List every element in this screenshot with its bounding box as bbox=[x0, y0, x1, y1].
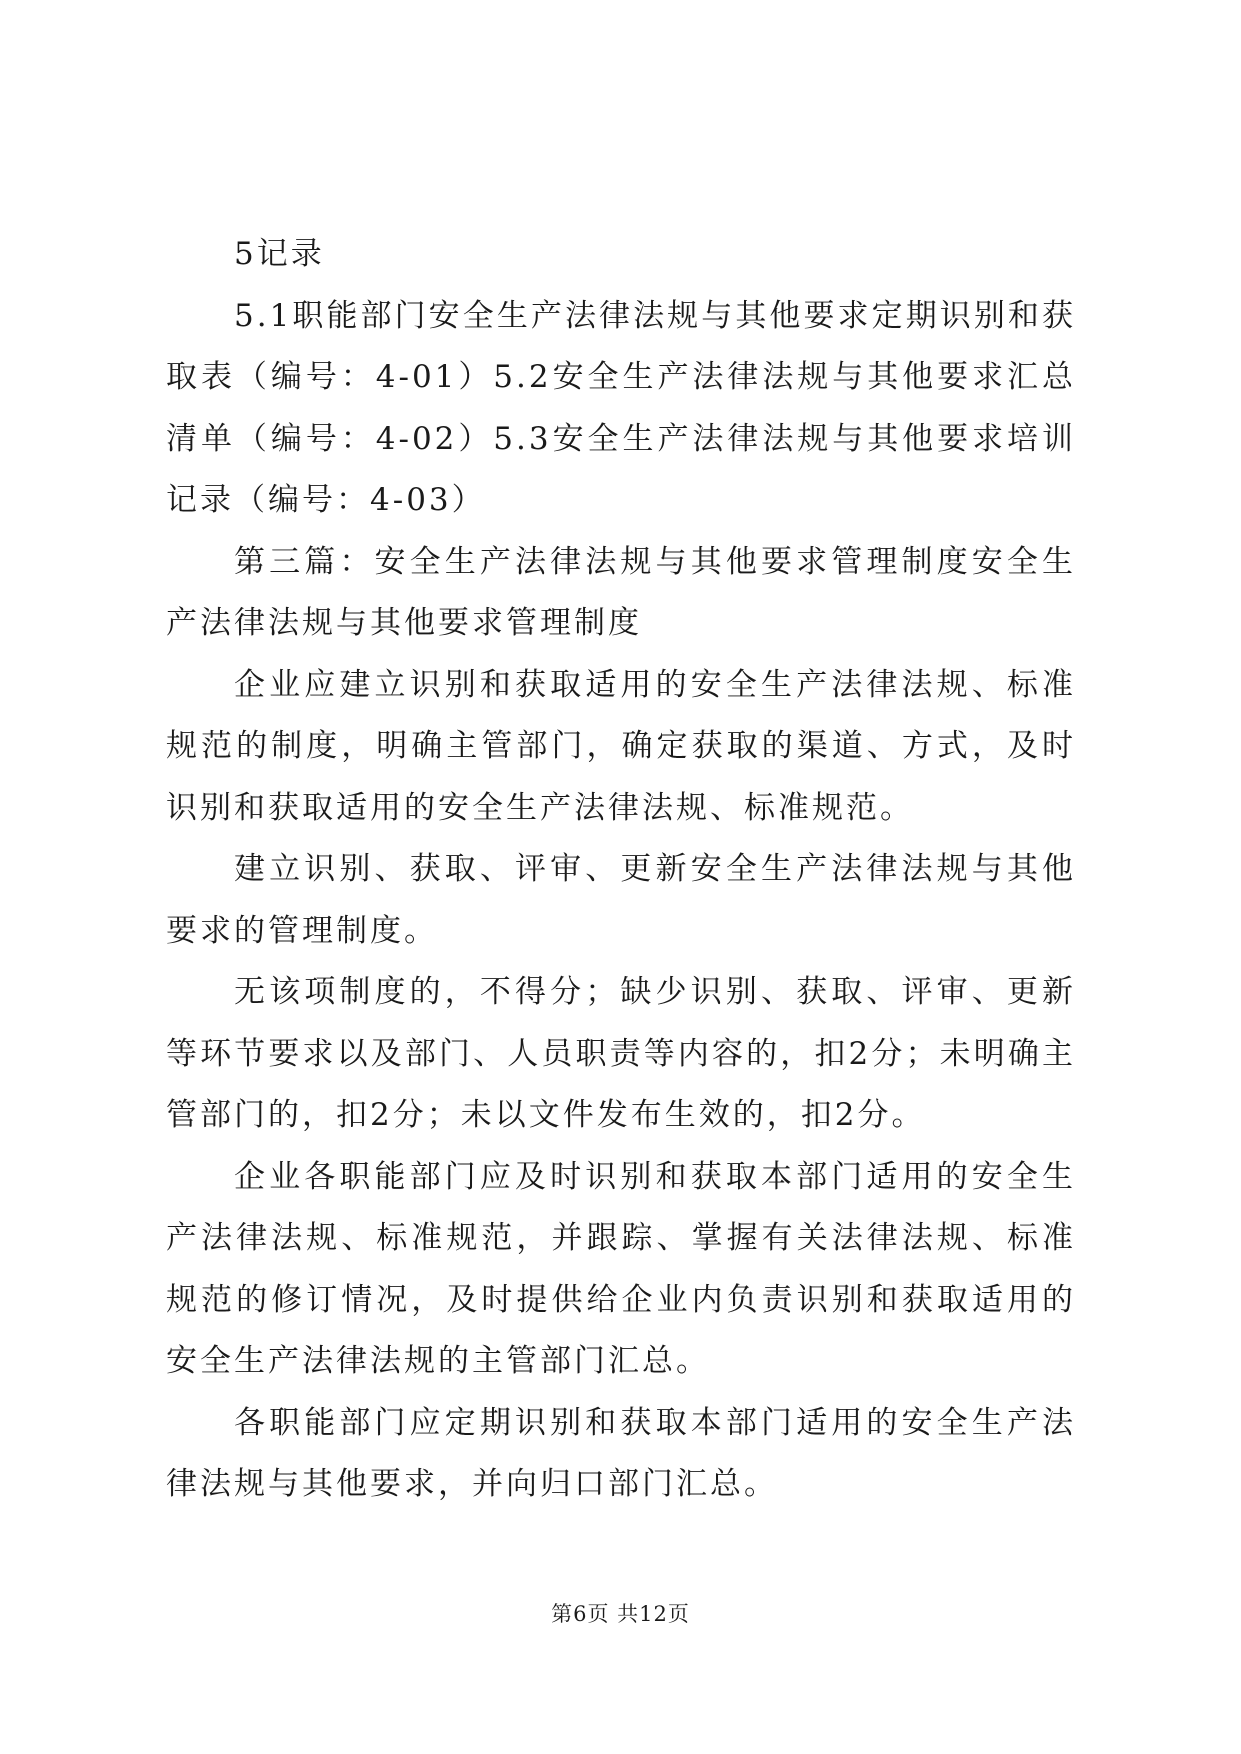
records-list-paragraph: 5.1职能部门安全生产法律法规与其他要求定期识别和获取表（编号：4-01）5.2安全生产法律法规与其他要求汇总清单（编号：4-02）5.3安全生产法律法规与其他要求培训记录（编号：4-03） bbox=[166, 297, 1076, 518]
chapter-title-paragraph: 第三篇：安全生产法律法规与其他要求管理制度安全生产法律法规与其他要求管理制度 bbox=[166, 543, 1076, 641]
scoring-paragraph: 无该项制度的，不得分；缺少识别、获取、评审、更新等环节要求以及部门、人员职责等内容的，扣2分；未明确主管部门的，扣2分；未以文件发布生效的，扣2分。 bbox=[166, 974, 1076, 1133]
body-paragraph: 各职能部门应定期识别和获取本部门适用的安全生产法律法规与其他要求，并向归口部门汇总。 bbox=[166, 1404, 1076, 1502]
body-paragraph: 企业应建立识别和获取适用的安全生产法律法规、标准规范的制度，明确主管部门，确定获取的渠道、方式，及时识别和获取适用的安全生产法律法规、标准规范。 bbox=[166, 666, 1076, 826]
body-paragraph: 建立识别、获取、评审、更新安全生产法律法规与其他要求的管理制度。 bbox=[166, 851, 1076, 949]
body-paragraph: 企业各职能部门应及时识别和获取本部门适用的安全生产法律法规、标准规范，并跟踪、掌握有关法律法规、标准规范的修订情况，及时提供给企业内负责识别和获取适用的安全生产法律法规的主管部门汇总。 bbox=[166, 1158, 1076, 1379]
page-number-footer: 第6页 共12页 bbox=[551, 1602, 690, 1626]
section-heading-records: 5记录 bbox=[234, 236, 325, 272]
document-body bbox=[166, 224, 1076, 1516]
